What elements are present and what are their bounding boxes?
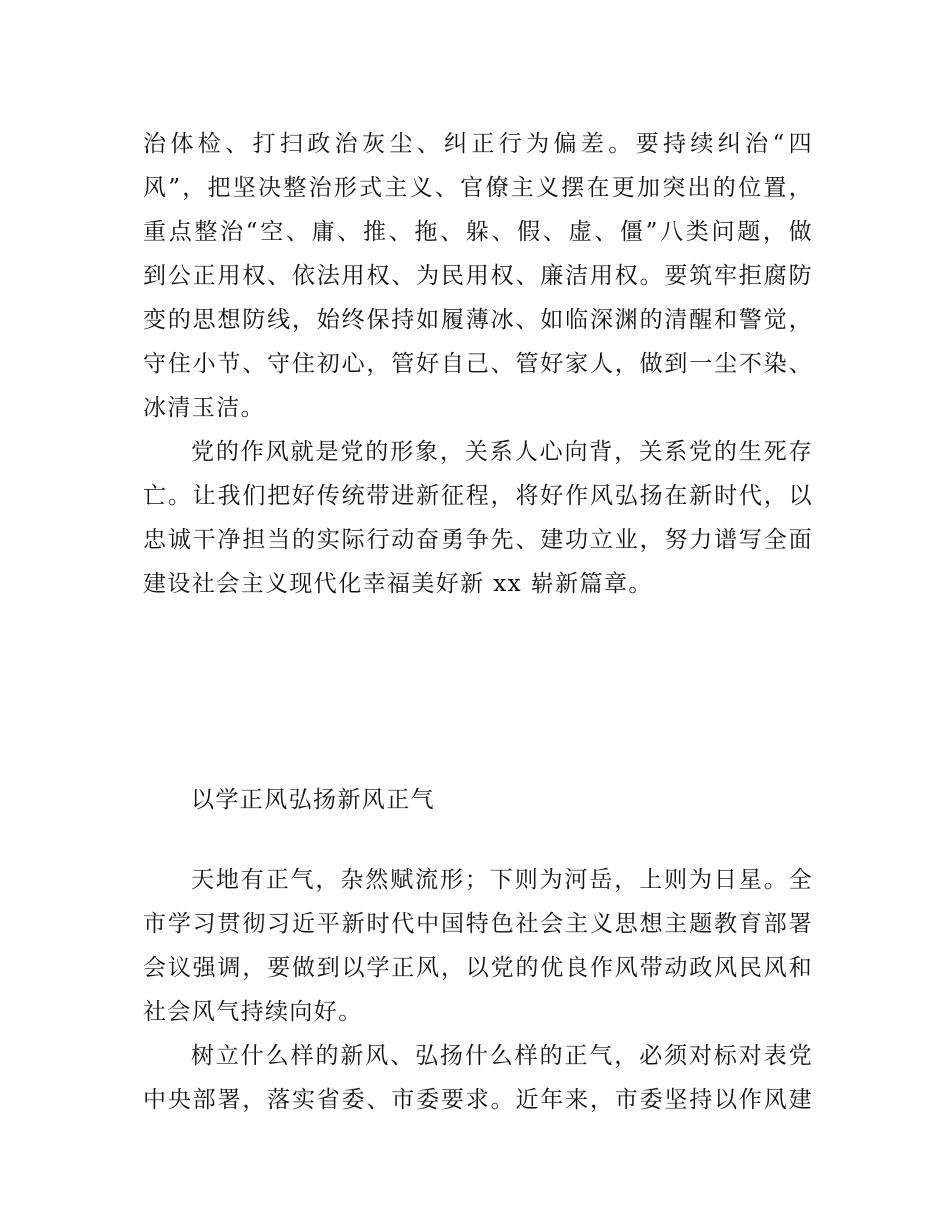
paragraph-line: 变的思想防线，始终保持如履薄冰、如临深渊的清醒和警觉， (143, 307, 813, 333)
paragraph-line: 党的作风就是党的形象，关系人心向背，关系党的生死存 (191, 439, 813, 465)
paragraph-line: 社会风气持续向好。 (143, 999, 363, 1025)
paragraph-line: 亡。让我们把好传统带进新征程，将好作风弘扬在新时代，以 (143, 483, 813, 509)
paragraph-line: 市学习贯彻习近平新时代中国特色社会主义思想主题教育部署 (143, 911, 813, 937)
paragraph-line: 中央部署，落实省委、市委要求。近年来，市委坚持以作风建 (143, 1087, 813, 1113)
paragraph-line: 会议强调，要做到以学正风，以党的优良作风带动政风民风和 (143, 955, 813, 981)
paragraph-line: 树立什么样的新风、弘扬什么样的正气，必须对标对表党 (191, 1043, 813, 1069)
paragraph-line: 建设社会主义现代化幸福美好新 xx 崭新篇章。 (143, 571, 653, 597)
paragraph-line: 守住小节、守住初心，管好自己、管好家人，做到一尘不染、 (143, 351, 813, 377)
paragraph-line: 天地有正气，杂然赋流形；下则为河岳，上则为日星。全 (191, 867, 813, 893)
paragraph-line: 冰清玉洁。 (143, 395, 265, 421)
paragraph-line: 风”，把坚决整治形式主义、官僚主义摆在更加突出的位置， (143, 175, 813, 201)
paragraph-line: 忠诚干净担当的实际行动奋勇争先、建功立业，努力谱写全面 (143, 527, 813, 553)
section-title: 以学正风弘扬新风正气 (191, 787, 435, 813)
paragraph-line: 到公正用权、依法用权、为民用权、廉洁用权。要筑牢拒腐防 (143, 263, 813, 289)
paragraph-line: 重点整治“空、庸、推、拖、躲、假、虚、僵”八类问题，做 (143, 219, 813, 245)
paragraph-line: 治体检、打扫政治灰尘、纠正行为偏差。要持续纠治“四 (143, 131, 813, 157)
